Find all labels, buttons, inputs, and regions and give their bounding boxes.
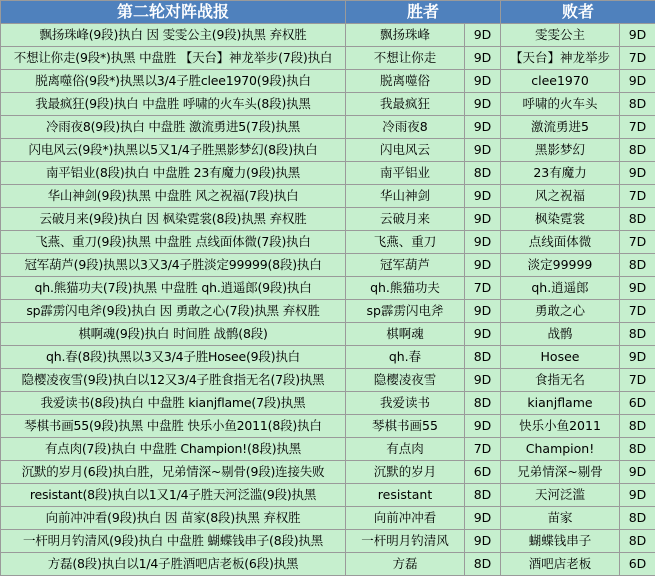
match-result-cell: 脱离噬俗(9段*)执黑以3/4子胜clee1970(9段)执白 xyxy=(1,70,346,93)
winner-rank-cell: 8D xyxy=(465,346,501,369)
loser-rank-cell: 7D xyxy=(620,47,655,70)
match-result-cell: sp霹雳闪电斧(9段)执白 因 勇敢之心(7段)执黑 弃权胜 xyxy=(1,300,346,323)
winner-rank-cell: 9D xyxy=(465,47,501,70)
match-result-cell: 飞燕、重刀(9段)执黑 中盘胜 点线面体微(7段)执白 xyxy=(1,231,346,254)
loser-name-cell: 【天台】神龙举步 xyxy=(501,47,620,70)
results-body xyxy=(1,24,655,576)
loser-name-cell: clee1970 xyxy=(501,70,620,93)
match-result-cell: 云破月来(9段)执白 因 枫染霓裳(8段)执黑 弃权胜 xyxy=(1,208,346,231)
loser-name-cell: 食指无名 xyxy=(501,369,620,392)
winner-rank-cell: 9D xyxy=(465,530,501,553)
table-row xyxy=(1,231,655,254)
loser-name-cell: 淡定99999 xyxy=(501,254,620,277)
match-result-cell: 向前冲冲看(9段)执白 因 苗家(8段)执黑 弃权胜 xyxy=(1,507,346,530)
loser-rank-cell: 9D xyxy=(620,484,655,507)
winner-rank-cell: 9D xyxy=(465,231,501,254)
table-row xyxy=(1,323,655,346)
winner-rank-cell: 9D xyxy=(465,254,501,277)
match-result-cell: 冷雨夜8(9段)执白 中盘胜 激流勇进5(7段)执黑 xyxy=(1,116,346,139)
winner-rank-cell: 9D xyxy=(465,415,501,438)
winner-name-cell: 南平铝业 xyxy=(346,162,465,185)
match-result-cell: 飘扬珠峰(9段)执白 因 雯雯公主(9段)执黑 弃权胜 xyxy=(1,24,346,47)
winner-name-cell: 我爱读书 xyxy=(346,392,465,415)
winner-rank-cell: 9D xyxy=(465,24,501,47)
winner-name-cell: 方磊 xyxy=(346,553,465,576)
winner-rank-cell: 9D xyxy=(465,70,501,93)
table-row xyxy=(1,530,655,553)
winner-rank-cell: 9D xyxy=(465,323,501,346)
loser-name-cell: 风之祝福 xyxy=(501,185,620,208)
loser-rank-cell: 9D xyxy=(620,24,655,47)
winner-name-cell: 飘扬珠峰 xyxy=(346,24,465,47)
header-winner: 胜者 xyxy=(346,1,501,24)
winner-name-cell: 隐樱凌夜雪 xyxy=(346,369,465,392)
winner-name-cell: 冷雨夜8 xyxy=(346,116,465,139)
match-result-cell: qh.春(8段)执黑以3又3/4子胜Hosee(9段)执白 xyxy=(1,346,346,369)
loser-name-cell: 战鹘 xyxy=(501,323,620,346)
match-result-cell: 闪电风云(9段*)执黑以5又1/4子胜黑影梦幻(8段)执白 xyxy=(1,139,346,162)
winner-rank-cell: 8D xyxy=(465,162,501,185)
loser-rank-cell: 7D xyxy=(620,185,655,208)
loser-rank-cell: 9D xyxy=(620,70,655,93)
match-result-cell: qh.熊猫功夫(7段)执黑 中盘胜 qh.逍遥郎(9段)执白 xyxy=(1,277,346,300)
loser-name-cell: 呼啸的火车头 xyxy=(501,93,620,116)
match-result-cell: 华山神剑(9段)执黑 中盘胜 风之祝福(7段)执白 xyxy=(1,185,346,208)
winner-rank-cell: 7D xyxy=(465,277,501,300)
loser-name-cell: 酒吧店老板 xyxy=(501,553,620,576)
loser-name-cell: 天河泛滥 xyxy=(501,484,620,507)
winner-name-cell: 我最疯狂 xyxy=(346,93,465,116)
winner-name-cell: qh.熊猫功夫 xyxy=(346,277,465,300)
winner-rank-cell: 8D xyxy=(465,392,501,415)
table-row xyxy=(1,392,655,415)
winner-rank-cell: 8D xyxy=(465,553,501,576)
loser-name-cell: Champion! xyxy=(501,438,620,461)
winner-name-cell: 闪电风云 xyxy=(346,139,465,162)
winner-rank-cell: 9D xyxy=(465,208,501,231)
loser-rank-cell: 8D xyxy=(620,415,655,438)
winner-name-cell: 向前冲冲看 xyxy=(346,507,465,530)
winner-name-cell: qh.春 xyxy=(346,346,465,369)
loser-name-cell: 蝴蝶钱串子 xyxy=(501,530,620,553)
match-result-cell: 一杆明月钓清风(9段)执白 中盘胜 蝴蝶钱串子(8段)执黑 xyxy=(1,530,346,553)
winner-rank-cell: 9D xyxy=(465,507,501,530)
loser-rank-cell: 7D xyxy=(620,369,655,392)
match-result-cell: 南平铝业(8段)执白 中盘胜 23有魔力(9段)执黑 xyxy=(1,162,346,185)
table-row xyxy=(1,507,655,530)
winner-name-cell: 飞燕、重刀 xyxy=(346,231,465,254)
winner-rank-cell: 9D xyxy=(465,93,501,116)
loser-name-cell: 激流勇进5 xyxy=(501,116,620,139)
loser-name-cell: 点线面体微 xyxy=(501,231,620,254)
winner-name-cell: 不想让你走 xyxy=(346,47,465,70)
match-result-cell: resistant(8段)执白以1又1/4子胜天河泛滥(9段)执黑 xyxy=(1,484,346,507)
table-row xyxy=(1,185,655,208)
loser-rank-cell: 8D xyxy=(620,208,655,231)
winner-rank-cell: 6D xyxy=(465,461,501,484)
loser-rank-cell: 8D xyxy=(620,507,655,530)
table-row xyxy=(1,438,655,461)
table-row xyxy=(1,369,655,392)
winner-name-cell: 一杆明月钓清风 xyxy=(346,530,465,553)
table-row xyxy=(1,553,655,576)
match-result-cell: 不想让你走(9段*)执黑 中盘胜 【天台】神龙举步(7段)执白 xyxy=(1,47,346,70)
table-row xyxy=(1,300,655,323)
winner-name-cell: sp霹雳闪电斧 xyxy=(346,300,465,323)
loser-name-cell: qh.逍遥郎 xyxy=(501,277,620,300)
loser-name-cell: 兄弟情深~剔骨 xyxy=(501,461,620,484)
table-row xyxy=(1,162,655,185)
winner-name-cell: 云破月来 xyxy=(346,208,465,231)
match-result-cell: 棋啊魂(9段)执白 时间胜 战鹘(8段) xyxy=(1,323,346,346)
loser-rank-cell: 9D xyxy=(620,277,655,300)
winner-rank-cell: 7D xyxy=(465,438,501,461)
table-row xyxy=(1,277,655,300)
loser-name-cell: 雯雯公主 xyxy=(501,24,620,47)
table-row xyxy=(1,484,655,507)
table-row xyxy=(1,415,655,438)
loser-rank-cell: 7D xyxy=(620,300,655,323)
loser-name-cell: 苗家 xyxy=(501,507,620,530)
loser-rank-cell: 6D xyxy=(620,553,655,576)
match-result-cell: 琴棋书画55(9段)执黑 中盘胜 快乐小鱼2011(8段)执白 xyxy=(1,415,346,438)
table-row xyxy=(1,24,655,47)
winner-rank-cell: 9D xyxy=(465,116,501,139)
loser-rank-cell: 7D xyxy=(620,231,655,254)
match-result-cell: 方磊(8段)执白以1/4子胜酒吧店老板(6段)执黑 xyxy=(1,553,346,576)
loser-rank-cell: 9D xyxy=(620,461,655,484)
winner-name-cell: 冠军葫芦 xyxy=(346,254,465,277)
winner-name-cell: 琴棋书画55 xyxy=(346,415,465,438)
winner-rank-cell: 9D xyxy=(465,185,501,208)
match-result-cell: 有点肉(7段)执白 中盘胜 Champion!(8段)执黑 xyxy=(1,438,346,461)
header-match: 第二轮对阵战报 xyxy=(1,1,346,24)
loser-rank-cell: 8D xyxy=(620,530,655,553)
table-row xyxy=(1,461,655,484)
loser-rank-cell: 8D xyxy=(620,93,655,116)
winner-rank-cell: 9D xyxy=(465,300,501,323)
winner-rank-cell: 8D xyxy=(465,484,501,507)
loser-rank-cell: 9D xyxy=(620,162,655,185)
winner-name-cell: 棋啊魂 xyxy=(346,323,465,346)
loser-rank-cell: 8D xyxy=(620,323,655,346)
match-result-cell: 沉默的岁月(6段)执白胜，兄弟情深~剔骨(9段)连接失败 xyxy=(1,461,346,484)
match-result-cell: 隐樱凌夜雪(9段)执白以12又3/4子胜食指无名(7段)执黑 xyxy=(1,369,346,392)
loser-name-cell: 枫染霓裳 xyxy=(501,208,620,231)
winner-name-cell: resistant xyxy=(346,484,465,507)
table-row xyxy=(1,254,655,277)
table-row xyxy=(1,116,655,139)
winner-name-cell: 沉默的岁月 xyxy=(346,461,465,484)
table-row xyxy=(1,93,655,116)
loser-name-cell: Hosee xyxy=(501,346,620,369)
match-result-cell: 冠军葫芦(9段)执黑以3又3/4子胜淡定99999(8段)执白 xyxy=(1,254,346,277)
table-row xyxy=(1,70,655,93)
loser-rank-cell: 9D xyxy=(620,346,655,369)
table-row xyxy=(1,346,655,369)
loser-name-cell: kianjflame xyxy=(501,392,620,415)
header-loser: 败者 xyxy=(501,1,655,24)
loser-name-cell: 快乐小鱼2011 xyxy=(501,415,620,438)
winner-name-cell: 有点肉 xyxy=(346,438,465,461)
header-row xyxy=(1,1,655,24)
loser-name-cell: 勇敢之心 xyxy=(501,300,620,323)
winner-name-cell: 脱离噬俗 xyxy=(346,70,465,93)
loser-rank-cell: 8D xyxy=(620,254,655,277)
winner-name-cell: 华山神剑 xyxy=(346,185,465,208)
table-row xyxy=(1,139,655,162)
loser-rank-cell: 6D xyxy=(620,392,655,415)
match-result-cell: 我最疯狂(9段)执白 中盘胜 呼啸的火车头(8段)执黑 xyxy=(1,93,346,116)
loser-name-cell: 23有魔力 xyxy=(501,162,620,185)
winner-rank-cell: 9D xyxy=(465,369,501,392)
loser-name-cell: 黑影梦幻 xyxy=(501,139,620,162)
winner-rank-cell: 9D xyxy=(465,139,501,162)
table-row xyxy=(1,208,655,231)
table-row xyxy=(1,47,655,70)
match-result-cell: 我爱读书(8段)执白 中盘胜 kianjflame(7段)执黑 xyxy=(1,392,346,415)
loser-rank-cell: 8D xyxy=(620,438,655,461)
loser-rank-cell: 7D xyxy=(620,116,655,139)
loser-rank-cell: 8D xyxy=(620,139,655,162)
